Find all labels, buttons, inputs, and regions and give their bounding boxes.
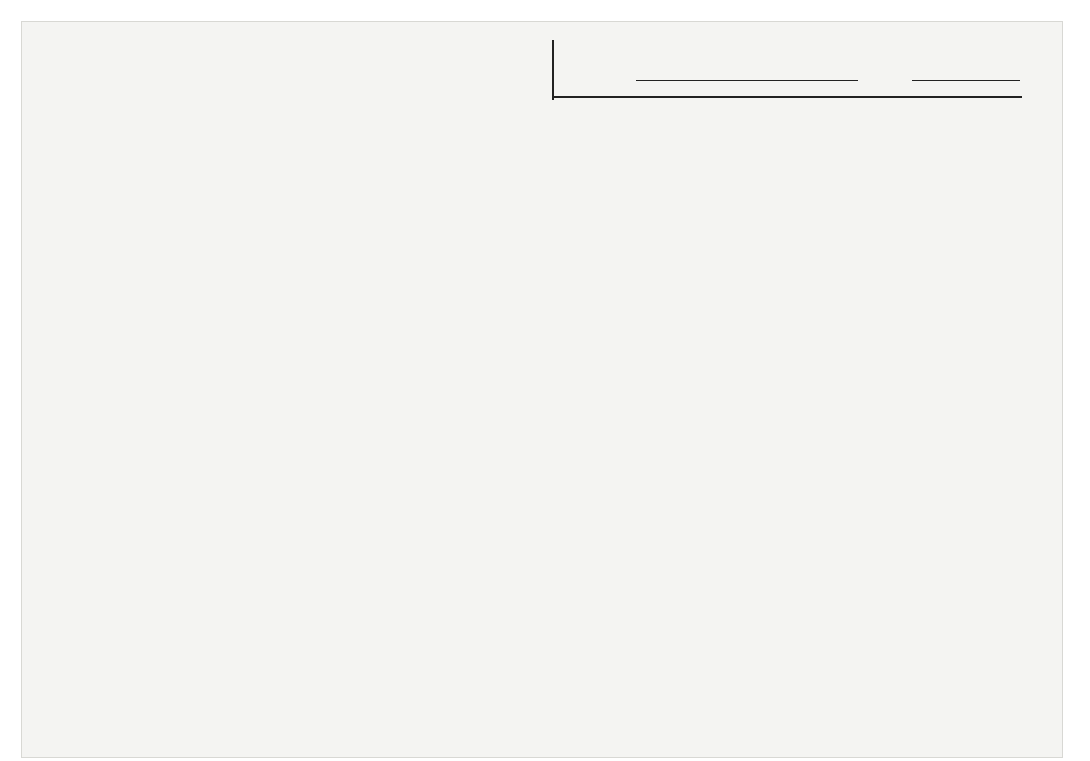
gemeente-underline <box>636 80 858 81</box>
prov-underline <box>912 80 1020 81</box>
census-form-sheet <box>22 22 1062 757</box>
header-divider <box>552 40 554 100</box>
header-rule <box>552 96 1022 98</box>
